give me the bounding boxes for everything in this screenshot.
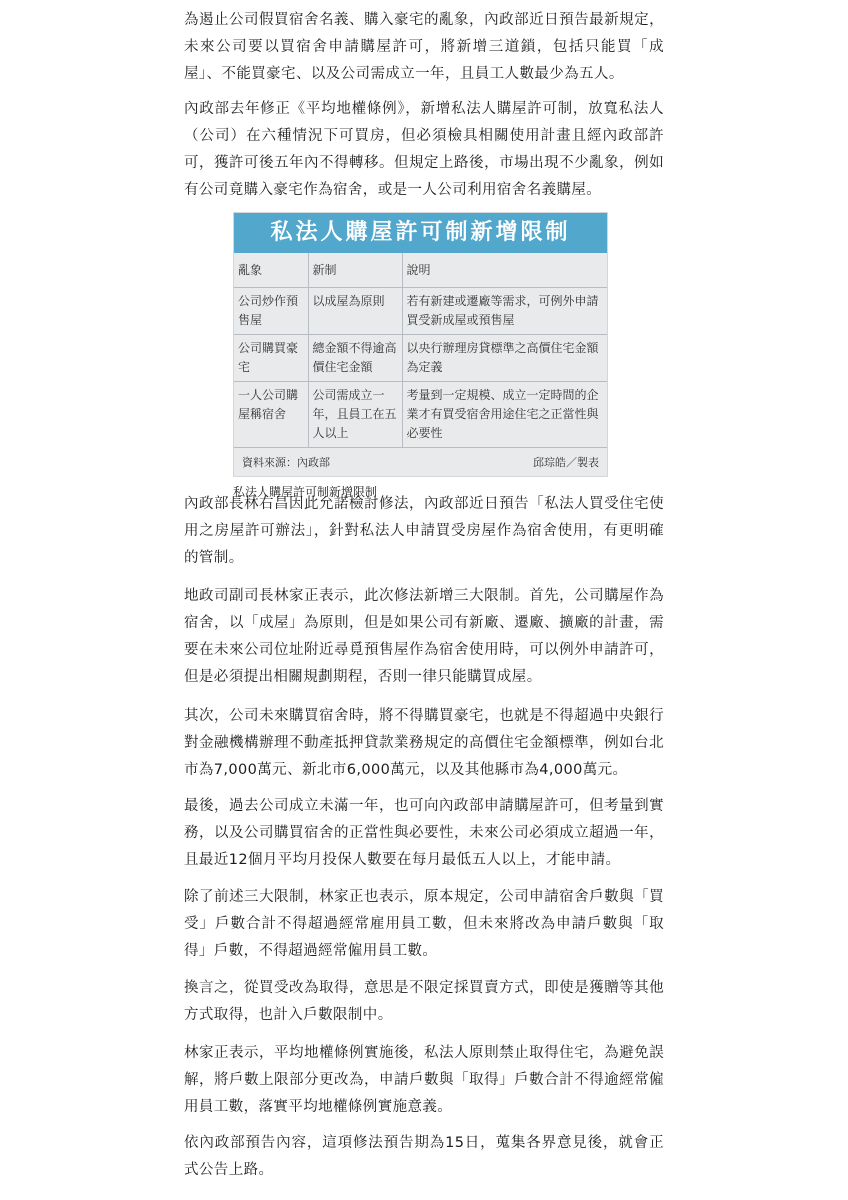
header-cell: 新制 <box>308 253 402 288</box>
paragraph-3: 內政部長林右昌因此允諾檢討修法，內政部近日預告「私法人買受住宅使用之房屋許可辦法」，針對私法人申請買受房屋作為宿舍使用，有更明確的管制。 <box>184 496 664 566</box>
data-source: 資料來源：內政部 <box>242 456 330 469</box>
infographic-footer <box>234 448 607 476</box>
infographic-figure <box>233 212 609 500</box>
table-row <box>234 288 607 335</box>
table-row <box>234 335 607 382</box>
paragraph-10: 依內政部預告內容，這項修法預告期為15日，蒐集各界意見後，就會正式公告上路。 <box>184 1135 664 1178</box>
chart-credit: 邱琮皓／製表 <box>533 456 599 469</box>
table-header-row <box>234 253 607 288</box>
table-row <box>234 382 607 448</box>
paragraph-5: 其次，公司未來購買宿舍時，將不得購買豪宅，也就是不得超過中央銀行對金融機構辦理不動產抵押貸款業務規定的高價住宅金額標準，例如台北市為7,000萬元、新北市6,000萬元，以及其他縣市為4,000萬元。 <box>184 708 664 778</box>
paragraph-7: 除了前述三大限制，林家正也表示，原本規定，公司申請宿舍戶數與「買受」戶數合計不得超過經常雇用員工數，但未來將改為申請戶數與「取得」戶數，不得超過經常僱用員工數。 <box>184 889 664 959</box>
table-cell: 考量到一定規模、成立一定時間的企業才有買受宿舍用途住宅之正當性與必要性 <box>402 382 607 448</box>
table-cell: 以成屋為原則 <box>308 288 402 335</box>
header-cell: 亂象 <box>234 253 308 288</box>
paragraph-2: 內政部去年修正《平均地權條例》，新增私法人購屋許可制，放寬私法人（公司）在六種情況下可買房，但必須檢具相關使用計畫且經內政部許可，獲許可後五年內不得轉移。但規定上路後，市場出現不少亂象，例如有公司竟購入豪宅作為宿舍，或是一人公司利用宿舍名義購屋。 <box>184 101 664 198</box>
table-cell: 以央行辦理房貸標準之高價住宅金額為定義 <box>402 335 607 382</box>
paragraph-4: 地政司副司長林家正表示，此次修法新增三大限制。首先，公司購屋作為宿舍，以「成屋」為原則，但是如果公司有新廠、遷廠、擴廠的計畫，需要在未來公司位址附近尋覓預售屋作為宿舍使用時，可以例外申請許可，但是必須提出相關規劃期程，否則一律只能購買成屋。 <box>184 588 664 685</box>
infographic <box>233 212 608 477</box>
figure-caption: 私法人購屋許可制新增限制 <box>233 485 378 499</box>
infographic-title: 私法人購屋許可制新增限制 <box>234 213 607 253</box>
paragraph-9: 林家正表示，平均地權條例實施後，私法人原則禁止取得住宅，為避免誤解，將戶數上限部分更改為，申請戶數與「取得」戶數合計不得逾經常僱用員工數，落實平均地權條例實施意義。 <box>184 1045 664 1115</box>
table-cell: 公司炒作預售屋 <box>234 288 308 335</box>
table-cell: 公司購買豪宅 <box>234 335 308 382</box>
paragraph-8: 換言之，從買受改為取得，意思是不限定採買賣方式，即使是獲贈等其他方式取得，也計入戶數限制中。 <box>184 980 664 1023</box>
restrictions-table <box>234 253 607 448</box>
table-cell: 總金額不得逾高價住宅金額 <box>308 335 402 382</box>
table-cell: 公司需成立一年，且員工在五人以上 <box>308 382 402 448</box>
header-cell: 說明 <box>402 253 607 288</box>
table-cell: 一人公司購屋稱宿舍 <box>234 382 308 448</box>
paragraph-1: 為遏止公司假買宿舍名義、購入豪宅的亂象，內政部近日預告最新規定，未來公司要以買宿舍申請購屋許可，將新增三道鎖，包括只能買「成屋」、不能買豪宅、以及公司需成立一年，且員工人數最少為五人。 <box>184 12 664 82</box>
table-cell: 若有新建或遷廠等需求，可例外申請買受新成屋或預售屋 <box>402 288 607 335</box>
paragraph-6: 最後，過去公司成立未滿一年，也可向內政部申請購屋許可，但考量到實務，以及公司購買宿舍的正當性與必要性，未來公司必須成立超過一年，且最近12個月平均月投保人數要在每月最低五人以上，才能申請。 <box>184 798 664 868</box>
